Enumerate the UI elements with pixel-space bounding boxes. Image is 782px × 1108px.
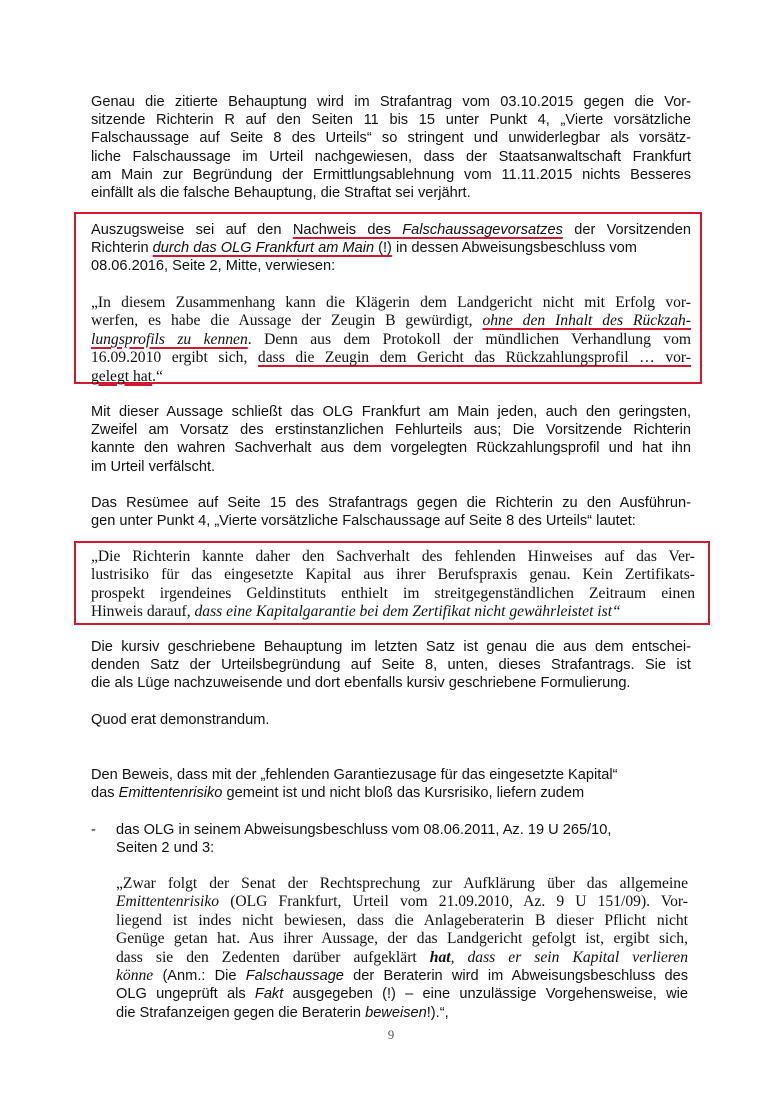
text-line: das Emittentenrisiko gemeint ist und nicht bloß das Kursrisiko, liefern zudem [91,785,585,802]
text-line: sitzende Richterin R auf den Seiten 11 bis 15 unter Punkt 4, „Vierte vorsätzliche [91,112,691,129]
quote-line: OLG ungeprüft als Fakt ausgegeben (!) – eine unzulässige Vorgehensweise, wie [116,986,689,1003]
list-item [116,821,676,857]
text-line: Zweifel am Vorsatz des erstinstanzlichen Fehlurteils aus; Die Vorsitzende Richterin [91,422,691,439]
page-number: 9 [387,1027,395,1042]
quote-line: „Zwar folgt der Senat der Rechtsprechung zur Aufklärung über das allgemeine [116,875,688,892]
text-line: Den Beweis, dass mit der „fehlenden Garantiezusage für das eingesetzte Kapital“ [91,767,618,783]
quote-line: 16.09.2010 ergibt sich, dass die Zeugin dem Gericht das Rückzahlungsprofil … vor- [91,349,691,367]
text-line: 08.06.2016, Seite 2, Mitte, verwiesen: [91,258,336,275]
text-line: das OLG in seinem Abweisungsbeschluss vom 08.06.2011, Az. 19 U 265/10, [116,822,612,838]
intro-paragraph [91,93,691,202]
text-line: im Urteil verfälscht. [91,458,216,475]
text-line: Die kursiv geschriebene Behauptung im letzten Satz ist genau die aus dem entschei- [91,639,691,655]
olg-quote [91,294,691,386]
text-line: denden Satz der Urteilsbegründung auf Seite 8, unten, dieses Strafantrags. Sie ist [91,657,691,674]
quote-line: „In diesem Zusammenhang kann die Klägerin dem Landgericht nicht mit Erfolg vor- [91,294,691,311]
quote-line: lungsprofils zu kennen. Denn aus dem Protokoll der mündlichen Verhandlung vom [91,330,691,348]
olg-reference-paragraph [91,221,691,276]
text-line: kannte den wahren Sachverhalt aus dem vorgelegten Rückzahlungsprofil und hat ihn [91,440,691,457]
quote-line: die Strafanzeigen gegen die Beraterin beweisen!).“, [116,1004,449,1021]
quote-line: dass sie den Zedenten darüber aufgeklärt hat, dass er sein Kapital verlieren [116,948,688,966]
quote-line: gelegt hat.“ [91,367,163,385]
quote-line: lustrisiko für das eingesetzte Kapital aus ihrer Berufspraxis genau. Kein Zertifikats- [91,566,695,584]
quote-line: prospekt irgendeines Geldinstituts enthielt im streitgegenständlichen Zeitraum einen [91,584,695,602]
quote-line: werfen, es habe die Aussage der Zeugin B gewürdigt, ohne den Inhalt des Rückzah- [91,312,691,330]
text-line: Genau die zitierte Behauptung wird im Strafantrag vom 03.10.2015 gegen die Vor- [91,94,691,110]
quote-line: liegend ist indes nicht bewiesen, dass die Anlageberaterin B dieser Pflicht nicht [116,911,688,929]
text-line: Mit dieser Aussage schließt das OLG Frankfurt am Main jeden, auch den geringsten, [91,404,691,420]
text-line: liche Falschaussage im Urteil nachgewiesen, dass der Staatsanwaltschaft Frankfurt [91,148,691,165]
conclusion-paragraph [91,403,691,476]
text-line: gen unter Punkt 4, „Vierte vorsätzliche Falschaussage auf Seite 8 des Urteils“ lautet: [91,513,636,530]
quote-line: Genüge getan hat. Aus ihrer Aussage, der das Landgericht gefolgt ist, ergibt sich, [116,930,688,948]
quote-line: könne (Anm.: Die Falschaussage der Beraterin wird im Abweisungsbeschluss des [116,967,688,985]
olg-2011-quote [116,875,688,1022]
text-line: die als Lüge nachzuweisende und dort ebenfalls kursiv geschriebene Formulierung. [91,675,631,692]
qed-line: Quod erat demonstrandum. [91,712,270,728]
quote-line: „Die Richterin kannte daher den Sachverhalt des fehlenden Hinweises auf das Ver- [91,548,695,565]
italic-claim-paragraph [91,638,691,693]
text-line: Richterin durch das OLG Frankfurt am Main (!) in dessen Abweisungsbeschluss vom [91,240,637,257]
resume-quote [91,548,695,622]
text-line: Falschaussage auf Seite 8 des Urteils“ so stringent und unwiderlegbar als vorsätz- [91,130,691,147]
text-line: Das Resümee auf Seite 15 des Strafantrags gegen die Richterin zu den Ausführun- [91,495,691,511]
text-line: einfällt als die falsche Behauptung, die Straftat sei verjährt. [91,185,471,202]
text-line: Auszugsweise sei auf den Nachweis des Falschaussagevorsatzes der Vorsitzenden [91,222,691,238]
text-line: am Main zur Begründung der Ermittlungsablehnung vom 11.11.2015 nichts Besseres [91,166,691,183]
list-dash: - [91,822,96,838]
evidence-intro-paragraph [91,766,691,802]
quote-line: Emittentenrisiko (OLG Frankfurt, Urteil vom 21.09.2010, Az. 9 U 151/09). Vor- [116,893,688,911]
text-line: Seiten 2 und 3: [116,840,215,857]
quote-line: Hinweis darauf, dass eine Kapitalgarantie bei dem Zertifikat nicht gewährleistet ist“ [91,603,621,621]
resume-paragraph [91,494,691,530]
